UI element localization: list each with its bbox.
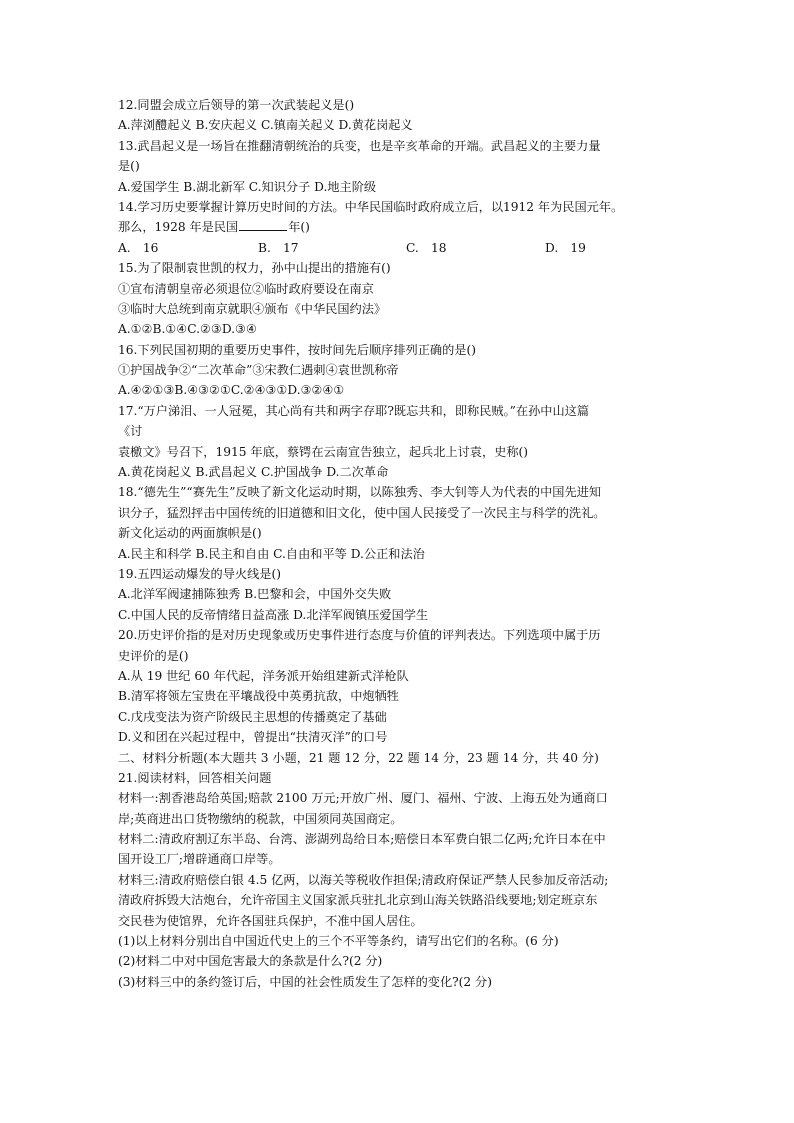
question-20-option-a: A.从 19 世纪 60 年代起，洋务派开始组建新式洋枪队	[118, 668, 409, 683]
exam-page	[118, 95, 684, 992]
question-21-sub-1: (1)以上材料分别出自中国近代史上的三个不平等条约，请写出它们的名称。(6 分)	[118, 934, 559, 949]
question-14-stem-prefix: 那么，1928 年是民国	[118, 220, 239, 235]
question-21-sub-2: (2)材料二中对中国危害最大的条款是什么?(2 分)	[118, 954, 383, 969]
question-16-options: A.④②①③B.④③②①C.②④③①D.③②④①	[118, 383, 345, 398]
question-16-items: ①护国战争②“二次革命”③宋教仁遇刺④袁世凯称帝	[118, 363, 399, 378]
question-14-stem-suffix: 年()	[288, 220, 310, 235]
question-14-option-c: C. 18	[406, 240, 447, 255]
question-20-stem-line-1: 20.历史评价指的是对历史现象或历史事件进行态度与价值的评判表达。下列选项中属于历	[118, 628, 601, 643]
question-20-option-c: C.戊戌变法为资产阶级民主思想的传播奠定了基础	[118, 709, 387, 724]
material-1-line-1: 材料一:割香港岛给英国;赔款 2100 万元;开放广州、厦门、福州、宁波、上海五处为通商口	[118, 791, 608, 806]
question-12-stem: 12.同盟会成立后领导的第一次武装起义是()	[118, 98, 355, 112]
question-17-stem-line-2: 《讨	[118, 424, 143, 439]
question-19-stem: 19.五四运动爆发的导火线是()	[118, 566, 281, 581]
question-20-option-b: B.清军将领左宝贵在平壤战役中英勇抗敌，中炮牺牲	[118, 689, 399, 704]
question-13-stem-line-1: 13.武昌起义是一场旨在推翻清朝统治的兵变，也是辛亥革命的开端。武昌起义的主要力量	[118, 138, 601, 153]
question-15-options: A.①②B.①④C.②③D.③④	[118, 322, 257, 337]
question-15-stem: 15.为了限制袁世凯的权力，孙中山提出的措施有()	[118, 261, 391, 276]
material-3-line-3: 交民巷为使馆界，允许各国驻兵保护，不准中国人居住。	[118, 913, 423, 928]
question-17-options: A.黄花岗起义 B.武昌起义 C.护国战争 D.二次革命	[118, 465, 389, 480]
question-18-options: A.民主和科学 B.民主和自由 C.自由和平等 D.公正和法治	[118, 546, 425, 561]
question-18-stem-line-1: 18.“德先生”“赛先生”反映了新文化运动时期，以陈独秀、李大钊等人为代表的中国先进知	[118, 485, 602, 500]
section-2-heading: 二、材料分析题(本大题共 3 小题，21 题 12 分，22 题 14 分，23 题 14 分，共 40 分)	[118, 750, 599, 765]
question-15-item-line-1: ①宣布清朝皇帝必须退位②临时政府要设在南京	[118, 281, 374, 296]
question-15-item-line-2: ③临时大总统到南京就职④颁布《中华民国约法》	[118, 301, 387, 316]
question-14-option-a: A. 16	[118, 240, 159, 255]
answer-blank	[239, 218, 287, 231]
question-16-stem: 16.下列民国初期的重要历史事件，按时间先后顺序排列正确的是()	[118, 342, 476, 357]
question-19-options-line-2: C.中国人民的反帝情绪日益高涨 D.北洋军阀镇压爱国学生	[118, 607, 429, 622]
question-14-stem-line-2	[118, 217, 684, 237]
question-19-options-line-1: A.北洋军阀逮捕陈独秀 B.巴黎和会，中国外交失败	[118, 587, 392, 602]
question-21-intro: 21.阅读材料，回答相关问题	[118, 770, 272, 785]
material-3-line-2: 清政府拆毁大沽炮台，允许帝国主义国家派兵驻扎北京到山海关铁路沿线要地;划定班京东	[118, 893, 598, 908]
material-3-line-1: 材料三:清政府赔偿白银 4.5 亿两，以海关等税收作担保;清政府保证严禁人民参加反帝活动;	[118, 872, 609, 887]
question-20-option-d: D.义和团在兴起过程中，曾提出“扶清灭洋”的口号	[118, 730, 388, 745]
question-14-options	[118, 238, 684, 258]
question-14-stem-line-1: 14.学习历史要掌握计算历史时间的方法。中华民国临时政府成立后，以1912 年为民国元年。	[118, 199, 624, 214]
question-13-stem-line-2: 是()	[118, 159, 140, 174]
question-20-stem-line-2: 史评价的是()	[118, 648, 189, 663]
question-17-stem-line-3: 袁檄文》号召下，1915 年底，蔡锷在云南宣告独立，起兵北上讨袁，史称()	[118, 444, 529, 459]
question-14-option-d: D. 19	[545, 240, 586, 255]
question-18-stem-line-3: 新文化运动的两面旗帜是()	[118, 526, 262, 541]
material-1-line-2: 岸;英商进出口货物缴纳的税款，中国须同英国商定。	[118, 811, 403, 826]
question-13-options: A.爱国学生 B.湖北新军 C.知识分子 D.地主阶级	[118, 179, 377, 194]
question-14-option-b: B. 17	[258, 240, 299, 255]
question-17-stem-line-1: 17.“万户涕泪、一人冠冕，其心尚有共和两字存耶?既忘共和，即称民贼。”在孙中山这篇	[118, 403, 590, 418]
question-21-sub-3: (3)材料三中的条约签订后，中国的社会性质发生了怎样的变化?(2 分)	[118, 974, 492, 989]
question-18-stem-line-2: 识分子，猛烈抨击中国传统的旧道德和旧文化，使中国人民接受了一次民主与科学的洗礼。	[118, 505, 606, 520]
question-12-options: A.萍浏醴起义 B.安庆起义 C.镇南关起义 D.黄花岗起义	[118, 118, 413, 133]
material-2-line-1: 材料二:清政府割辽东半岛、台湾、澎湖列岛给日本;赔偿日本军费白银二亿两;允许日本在中	[118, 832, 606, 847]
material-2-line-2: 国开设工厂;增辟通商口岸等。	[118, 852, 281, 867]
